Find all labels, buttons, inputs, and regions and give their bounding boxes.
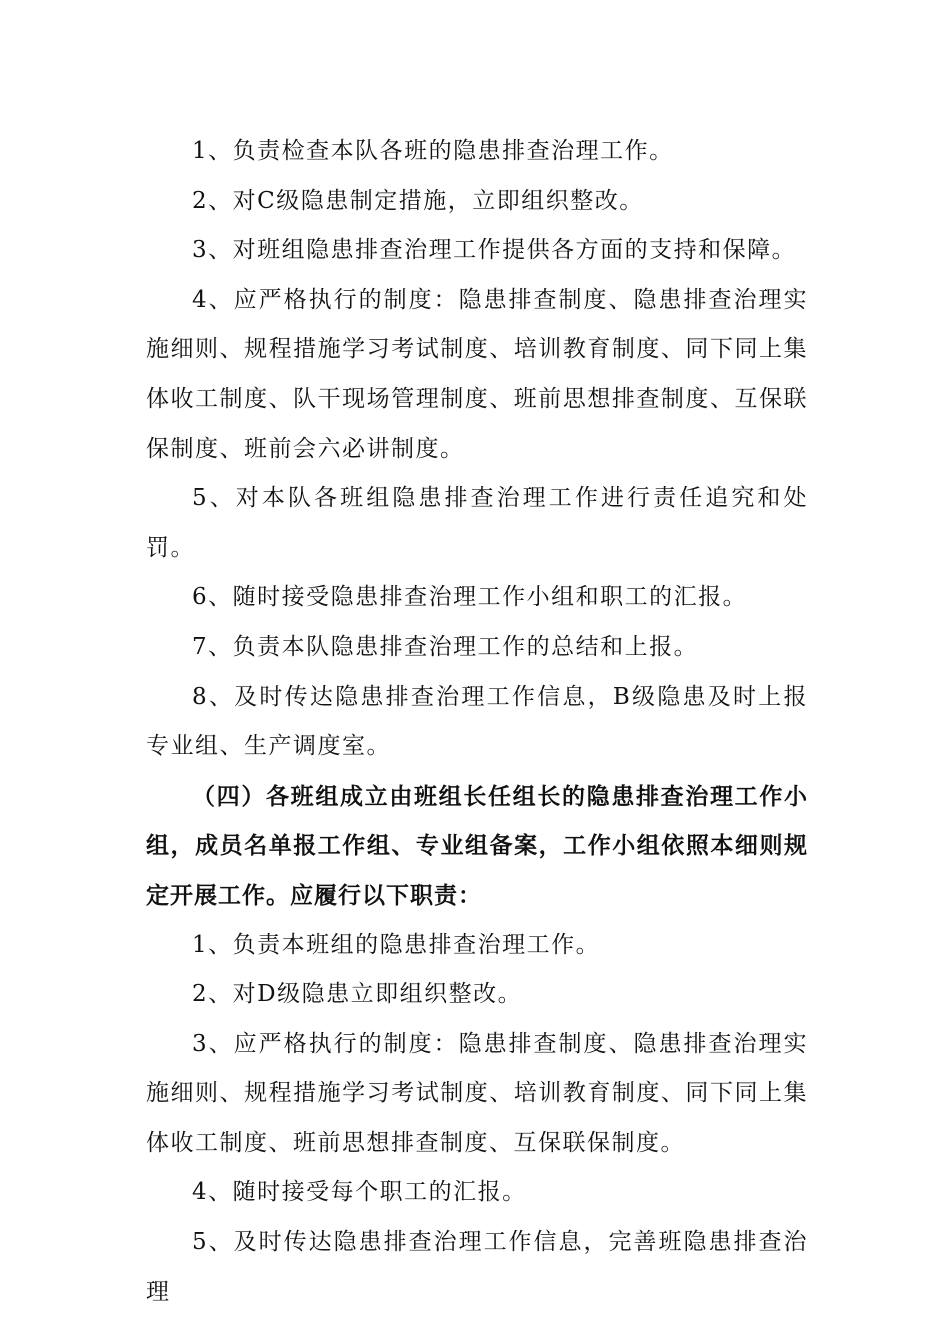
list-item: 3、应严格执行的制度：隐患排查制度、隐患排查治理实施细则、规程措施学习考试制度、培训教育制度、同下同上集体收工制度、班前思想排查制度、互保联保制度。 xyxy=(146,1030,808,1156)
list-item: 1、负责检查本队各班的隐患排查治理工作。 xyxy=(192,138,674,164)
list-item: 8、及时传达隐患排查治理工作信息，B级隐患及时上报专业组、生产调度室。 xyxy=(146,683,808,760)
list-item: 1、负责本班组的隐患排查治理工作。 xyxy=(192,931,601,958)
list-item: 4、应严格执行的制度：隐患排查制度、隐患排查治理实施细则、规程措施学习考试制度、培训教育制度、同下同上集体收工制度、队干现场管理制度、班前思想排查制度、互保联保制度、班前会六必讲制度。 xyxy=(146,286,808,462)
list-item: 2、对D级隐患立即组织整改。 xyxy=(192,981,523,1008)
list-item: 4、随时接受每个职工的汇报。 xyxy=(192,1179,527,1206)
document-body xyxy=(146,127,808,1317)
list-item: 5、及时传达隐患排查治理工作信息，完善班隐患排查治理 xyxy=(146,1229,808,1305)
list-item: 5、对本队各班组隐患排查治理工作进行责任追究和处罚。 xyxy=(146,485,808,561)
list-item: 2、对C级隐患制定措施，立即组织整改。 xyxy=(192,187,644,214)
list-item: 7、负责本队隐患排查治理工作的总结和上报。 xyxy=(192,633,699,660)
list-item: 6、随时接受隐患排查治理工作小组和职工的汇报。 xyxy=(192,584,748,611)
list-item: 3、对班组隐患排查治理工作提供各方面的支持和保障。 xyxy=(192,237,797,264)
section-heading: （四）各班组成立由班组长任组长的隐患排查治理工作小组，成员名单报工作组、专业组备案，工作小组依照本细则规定开展工作。应履行以下职责： xyxy=(146,782,808,909)
